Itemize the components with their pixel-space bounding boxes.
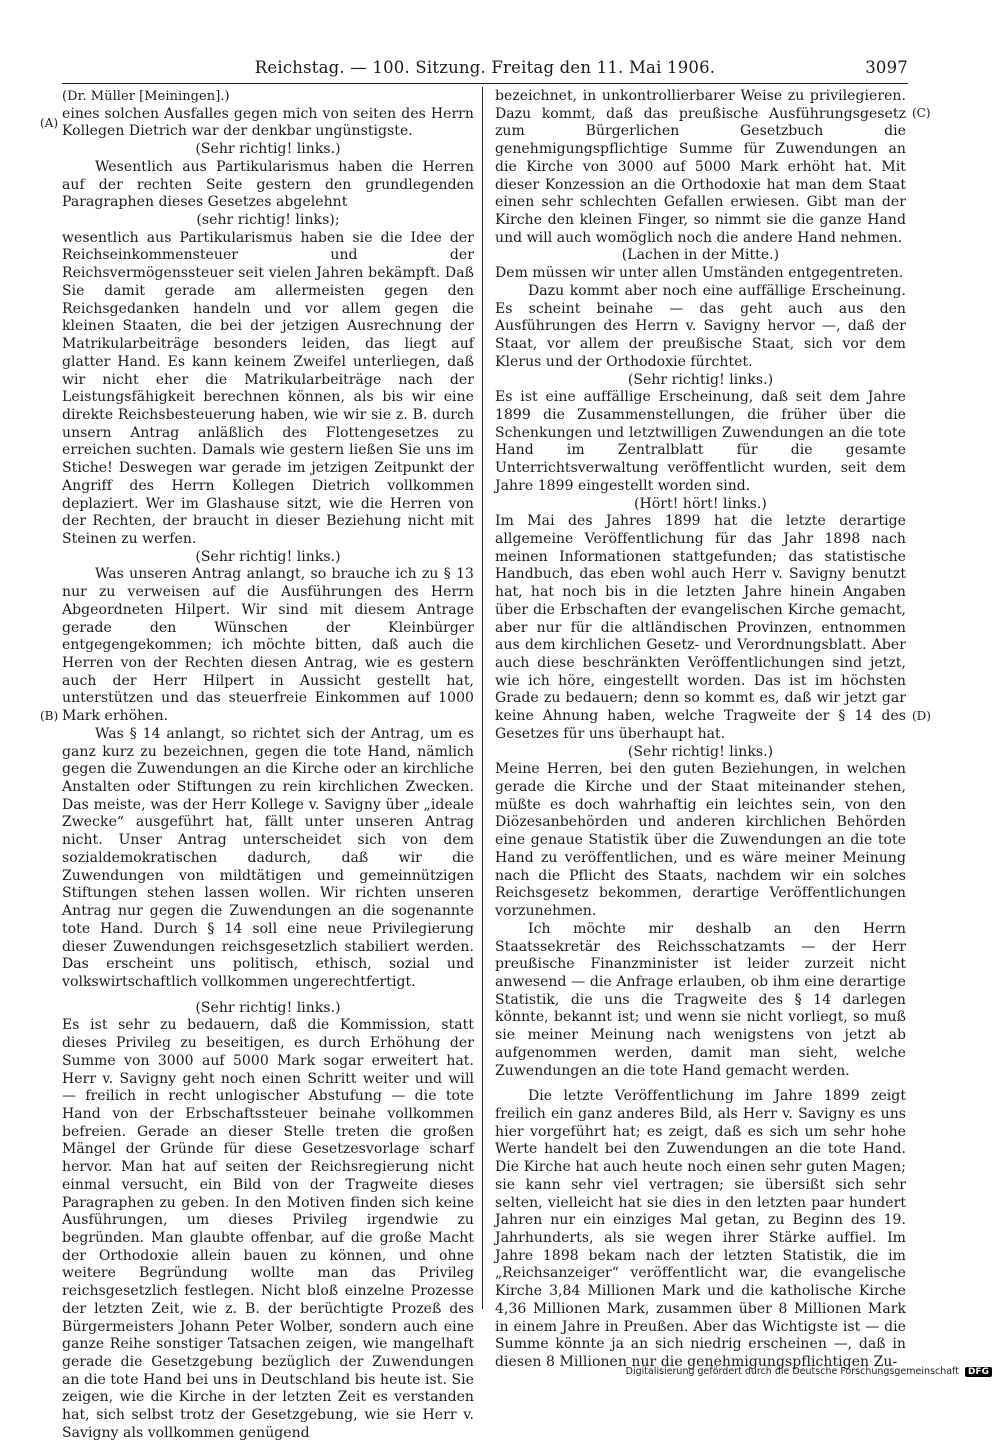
margin-mark-a: (A) <box>40 116 59 130</box>
margin-mark-d: (D) <box>912 709 931 723</box>
header-title: Reichstag. — 100. Sitzung. Freitag den 11. Mai 1906. <box>254 58 716 77</box>
page-number: 3097 <box>865 58 908 77</box>
interjection: (Hört! hört! links.) <box>634 495 767 512</box>
interjection: (Sehr richtig! links.) <box>195 141 341 158</box>
interjection: (Sehr richtig! links.) <box>195 548 341 565</box>
paragraph: Meine Herren, bei den guten Beziehungen, in welchen gerade die Kirche und der Staat miteinander stehen, müßte es doch wahrhaftig ein leichtes sein, von den Diözesanbehörden und anderen kirchlichen Behörden eine genaue Statistik über die Zuwendungen an die tote Hand zu veröffentlichen, und es wäre meiner Meinung nach die Pflicht des Staats, nachdem wir ein solches Reichsgesetz bekommen, derartige Veröffentlichungen vorzunehmen. <box>495 761 906 920</box>
dfg-logo: DFG <box>965 1367 992 1377</box>
paragraph: Was unseren Antrag anlangt, so brauche ich zu § 13 nur zu verweisen auf die Ausführungen des Herrn Abgeordneten Hilpert. Wir sind mit diesem Antrage gerade den Wünschen der Kleinbürger entgegengekommen; ich möchte bitten, daß auch die Herren von der Rechten diesen Antrag, wie es gestern auch der Herr Hilpert in Aussicht gestellt hat, unterstützen und das steuerfreie Einkommen auf 1000 Mark erhöhen. <box>62 566 474 725</box>
interjection: (sehr richtig! links); <box>196 212 340 229</box>
paragraph: eines solchen Ausfalles gegen mich von seiten des Herrn Kollegen Dietrich war der denkbar ungünstigste. <box>62 105 474 140</box>
left-column <box>62 88 474 1443</box>
paragraph: Wesentlich aus Partikularismus haben die Herren auf der rechten Seite gestern den grundlegenden Paragraphen dieses Gesetzes abgelehnt <box>62 158 474 211</box>
interjection: (Sehr richtig! links.) <box>195 999 341 1016</box>
paragraph: Dazu kommt aber noch eine auffällige Erscheinung. Es scheint beinahe — das geht auch aus den Ausführungen des Herrn v. Savigny hervor —, daß der Staat, vor allem der preußische Staat, sich vor dem Klerus und der Orthodoxie fürchtet. <box>495 282 906 370</box>
footer-credit <box>626 1366 992 1377</box>
paragraph: Ich möchte mir deshalb an den Herrn Staatssekretär des Reichsschatzamts — der Herr preußische Finanzminister ist leider zurzeit nicht anwesend — die Anfrage erlauben, ob ihm eine derartige Statistik, die uns die Tragweite des § 14 darlegen könnte, bekannt ist; und wenn sie nicht vorliegt, so muß sie meiner Meinung nach wenigstens von jetzt ab aufgenommen werden, damit man sieht, welche Zuwendungen an die tote Hand gemacht werden. <box>495 920 906 1079</box>
paragraph: Die letzte Veröffentlichung im Jahre 1899 zeigt freilich ein ganz anderes Bild, als Herr v. Savigny es uns hier vorgeführt hat; es zeigt, daß es sich um sehr hohe Werte handelt bei den Zuwendungen an die tote Hand. Die Kirche hat auch heute noch einen sehr guten Magen; sie kann sehr viel vertragen; sie übersißt sich sehr selten, vielleicht hat sie dies in den letzten paar hundert Jahren nur ein einziges Mal getan, zu Beginn des 19. Jahrhunderts, als sie wegen ihrer Stärke auffiel. Im Jahre 1898 bekam nach der letzten Statistik, die im „Reichsanzeiger“ veröffentlicht war, die evangelische Kirche 3,84 Millionen Mark und die katholische Kirche 4,36 Millionen Mark, zusammen über 8 Millionen Mark in einem Jahre in Preußen. Aber das Wichtigste ist — die Summe könnte ja an sich niedrig erscheinen —, daß in diesen 8 Millionen nur die genehmigungspflichtigen Zu- <box>495 1088 906 1371</box>
margin-mark-c: (C) <box>912 106 931 120</box>
margin-mark-b: (B) <box>40 709 59 723</box>
paragraph: Dem müssen wir unter allen Umständen entgegentreten. <box>495 265 904 282</box>
page-header <box>62 58 908 82</box>
paragraph: bezeichnet, in unkontrollierbarer Weise zu privilegieren. Dazu kommt, daß das preußische Ausführungsgesetz zum Bürgerlichen Gesetzbuch die genehmigungspflichtige Summe für Zuwendungen an die Kirche von 3000 auf 5000 Mark erhöht hat. Mit dieser Konzession an die Orthodoxie hat man dem Staat einen sehr schlechten Gefallen erwiesen. Gibt man der Kirche den kleinen Finger, so nimmt sie die ganze Hand und will auch womöglich noch die andere Hand nehmen. <box>495 88 906 246</box>
paragraph: Im Mai des Jahres 1899 hat die letzte derartige allgemeine Veröffentlichung für das Jahr 1898 nach meinen Informationen stattgefunden; das statistische Handbuch, das eben wohl auch Herr v. Savigny benutzt hat, hat noch bis in die letzten Jahre hinein Angaben über die Erbschaften der evangelischen Kirche gemacht, aber nur für die altländischen Provinzen, entnommen aus dem kirchlichen Gesetz- und Verordnungsblatt. Aber auch diese beschränkten Veröffentlichungen sind jetzt, wie ich höre, eingestellt worden. Das ist im höchsten Grade zu bedauern; denn so kommt es, daß wir jetzt gar keine Ahnung haben, welche Tragweite der § 14 des Gesetzes für uns überhaupt hat. <box>495 513 906 742</box>
right-column <box>495 88 906 1372</box>
interjection: (Sehr richtig! links.) <box>627 743 774 760</box>
header-rule <box>62 83 908 84</box>
interjection: (Lachen in der Mitte.) <box>621 247 780 264</box>
paragraph: Was § 14 anlangt, so richtet sich der Antrag, um es ganz kurz zu bezeichnen, gegen die tote Hand, nämlich gegen die Zuwendungen an die Kirche oder an kirchliche Anstalten oder Stiftungen zu rein kirchlichen Zwecken. Das meiste, was der Herr Kollege v. Savigny über „ideale Zwecke“ ausgeführt hat, fällt unter unseren Antrag nicht. Unser Antrag unterscheidet sich von dem sozialdemokratischen dadurch, daß wir die Zuwendungen von mildtätigen und gemeinnützigen Stiftungen stehen lassen wollen. Wir richten unseren Antrag nur gegen die Zuwendungen an die sogenannte tote Hand. Durch § 14 soll eine neue Privilegierung dieser Zuwendungen reichsgesetzlich stabiliert werden. Das erscheint uns politisch, ethisch, sozial und volkswirtschaftlich vollkommen ungerechtfertigt. <box>62 725 474 990</box>
interjection: (Sehr richtig! links.) <box>627 371 774 388</box>
paragraph: Es ist sehr zu bedauern, daß die Kommission, statt dieses Privileg zu beseitigen, es durch Erhöhung der Summe von 3000 auf 5000 Mark sogar erweitert hat. Herr v. Savigny geht noch einen Schritt weiter und will — freilich in recht unlogischer Abstufung — die tote Hand von der Erbschaftssteuer beinahe vollkommen befreien. Gerade an dieser Stelle treten die großen Mängel der Gründe für diese Gesetzesvorlage scharf hervor. Man hat auf seiten der Reichsregierung nicht einmal versucht, ein Bild von der Tragweite dieses Paragraphen zu geben. In den Motiven finden sich keine Ausführungen, um dieses Privileg irgendwie zu begründen. Man glaubte offenbar, auf die große Macht der Orthodoxie allein bauen zu können, und ohne weitere Begründung wollte man das Privileg reichsgesetzlich festlegen. Nicht bloß einzelne Prozesse der letzten Zeit, wie z. B. der berüchtigte Prozeß des Bürgermeisters Johann Peter Wolber, sondern auch eine ganze Reihe sonstiger Tatsachen zeigen, wie mangelhaft gerade die Gesetzgebung bezüglich der Zuwendungen an die tote Hand bei uns in Deutschland bis heute ist. Sie zeigen, wie die Kirche in der letzten Zeit es verstanden hat, sich selbst trotz der Gesetzgebung, wie sie Herr v. Savigny als vollkommen genügend <box>62 1017 474 1441</box>
speaker-label: (Dr. Müller [Meiningen].) <box>62 89 230 104</box>
footer-text: Digitalisierung gefördert durch die Deutsche Forschungsgemeinschaft <box>625 1366 959 1377</box>
column-divider <box>482 87 483 1309</box>
paragraph: Es ist eine auffällige Erscheinung, daß seit dem Jahre 1899 die Zusammenstellungen, die früher über die Schenkungen und letztwilligen Zuwendungen an die tote Hand im Zentralblatt für die gesamte Unterrichtsverwaltung veröffentlicht wurden, seit dem Jahre 1899 eingestellt worden sind. <box>495 389 906 494</box>
paragraph: wesentlich aus Partikularismus haben sie die Idee der Reichseinkommensteuer und der Reichsvermögenssteuer seit vielen Jahren bekämpft. Daß Sie damit gerade am allermeisten gegen den Reichsgedanken handeln und vor allem gegen die kleinen Staaten, die bei der jetzigen Ausrechnung der Matrikularbeiträge besonders leiden, das liegt auf glatter Hand. Es kann keinem Zweifel unterliegen, daß wir nicht eher die Matrikularbeiträge nach der Leistungsfähigkeit berechnen können, als bis wir eine direkte Reichsbesteuerung haben, wie wir sie z. B. durch unsern Antrag anläßlich des Flottengesetzes zu erreichen suchten. Damals wie gestern ließen Sie uns im Stiche! Deswegen war gerade im jetzigen Zeitpunkt der Angriff des Herrn Kollegen Dietrich vollkommen deplaziert. Wer im Glashause sitzt, wie die Herren von der Rechten, der braucht in dieser Beziehung nicht mit Steinen zu werfen. <box>62 229 474 547</box>
